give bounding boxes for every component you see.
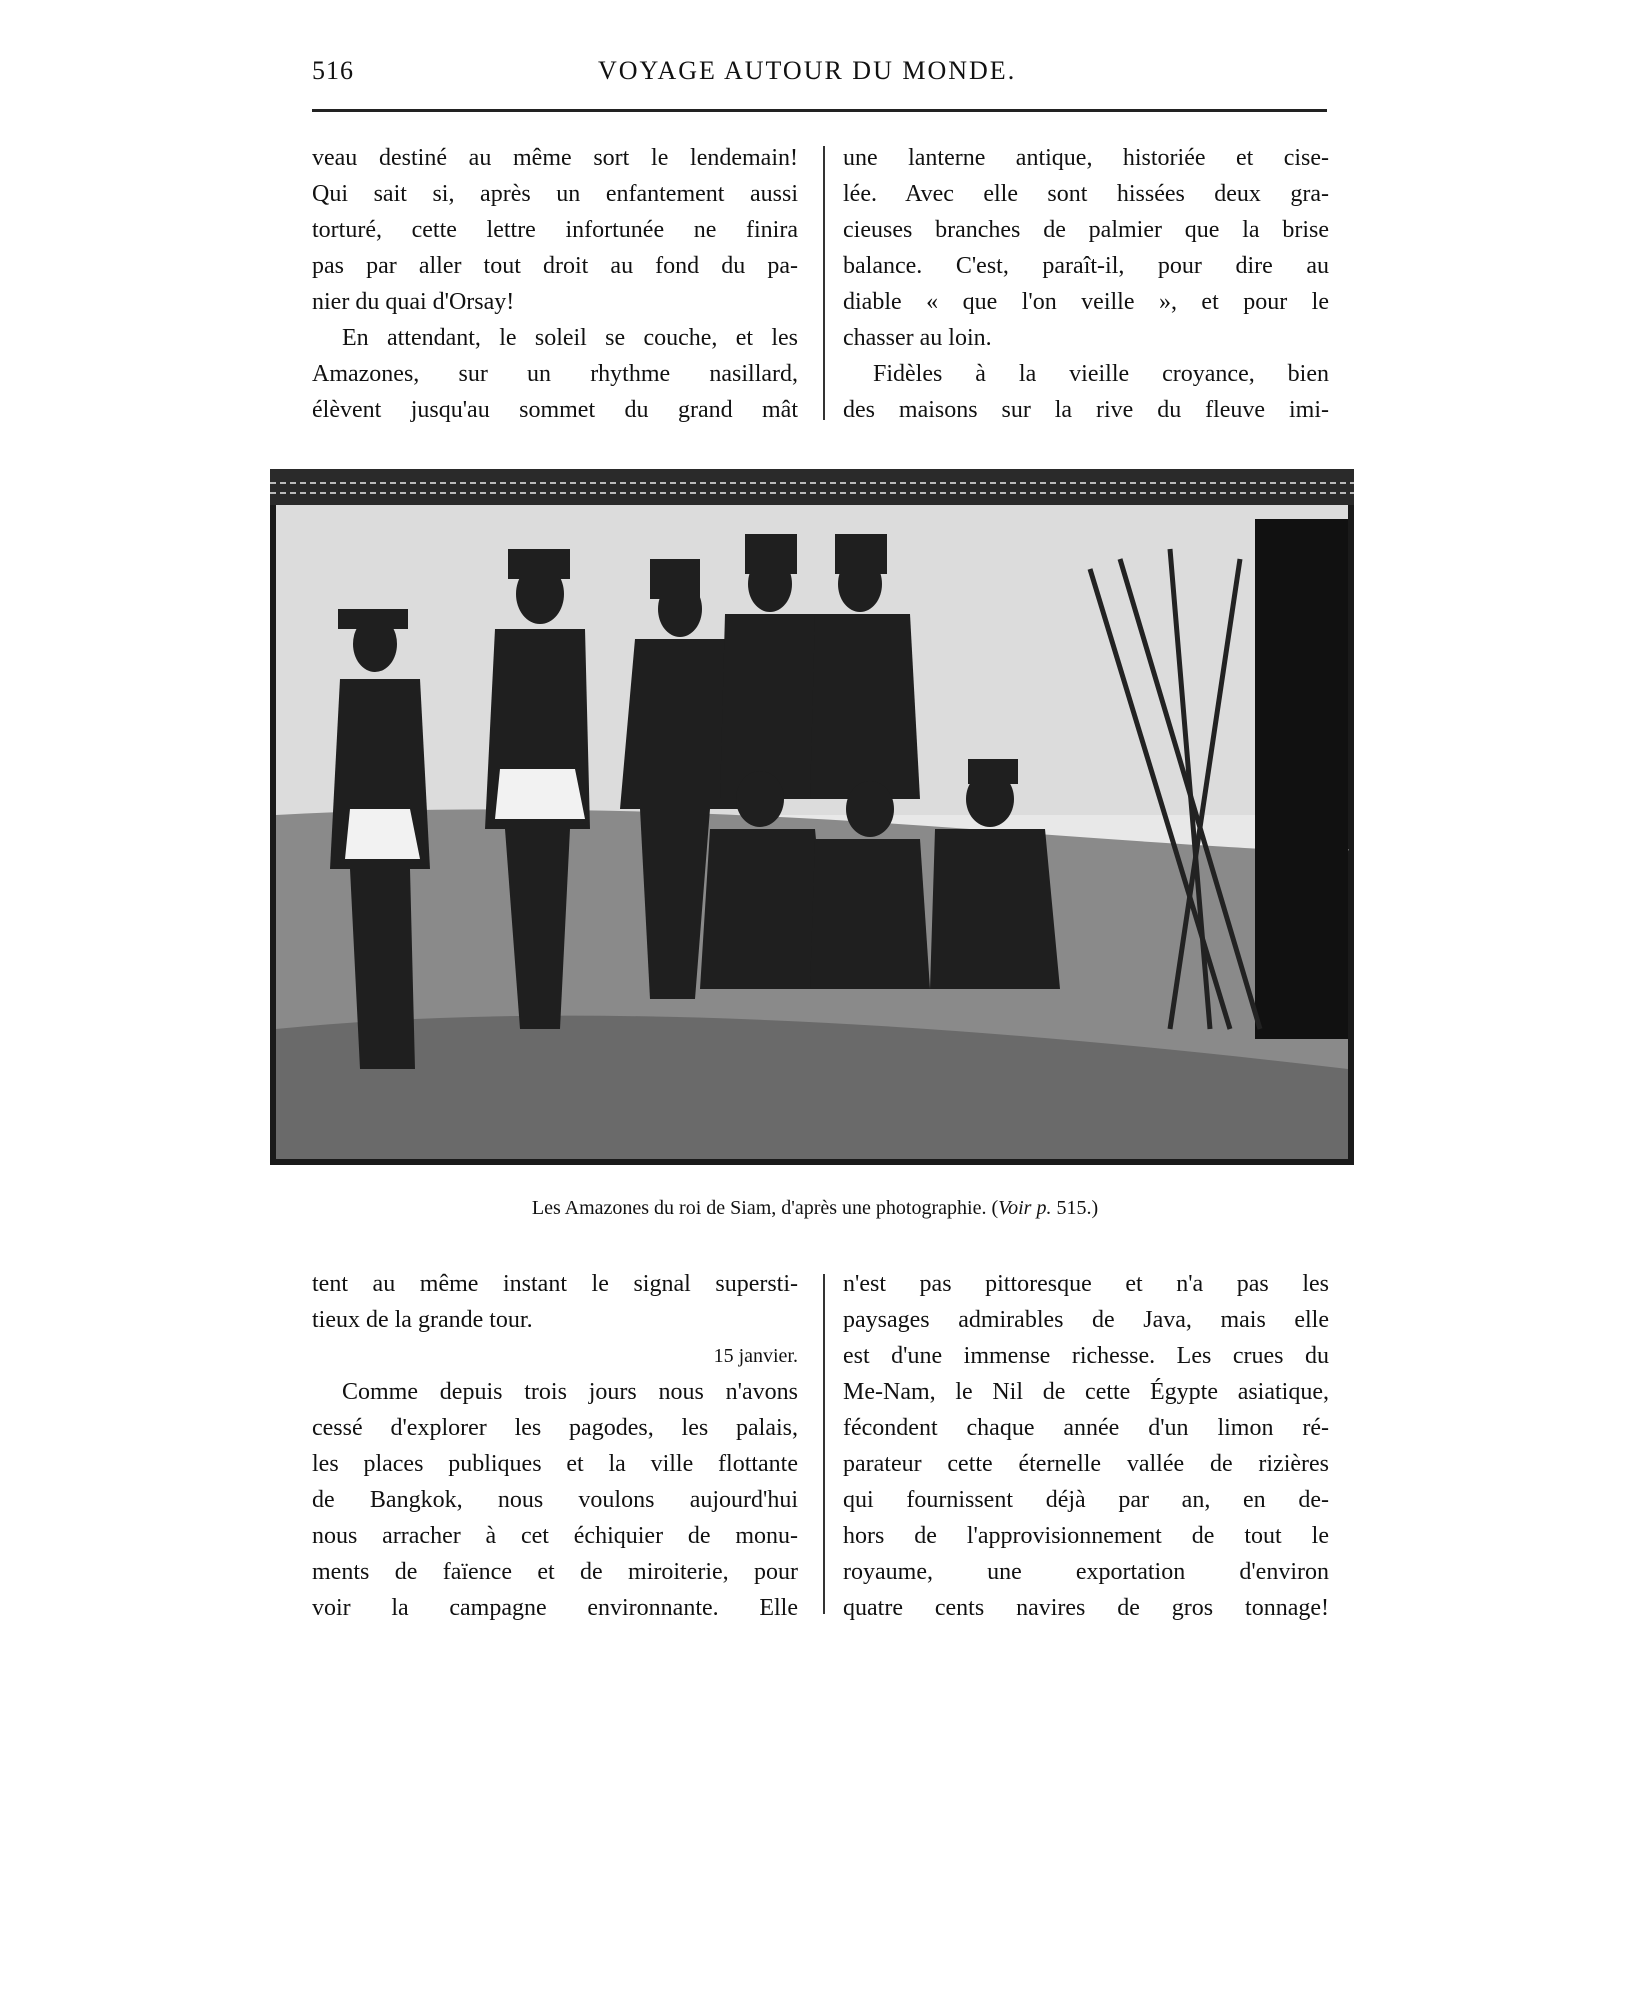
text-line: Fidèles à la vieille croyance, bien [873, 361, 1329, 387]
text-line: lée. Avec elle sont hissées deux gra- [843, 181, 1329, 207]
text-line: parateur cette éternelle vallée de rizières [843, 1451, 1329, 1477]
text-line: voir la campagne environnante. Elle [312, 1595, 798, 1621]
column-separator [823, 1274, 825, 1614]
text-line: tent au même instant le signal supersti- [312, 1271, 798, 1297]
top-right-column [843, 140, 1329, 428]
text-line: balance. C'est, paraît-il, pour dire au [843, 253, 1329, 279]
text-line: veau destiné au même sort le lendemain! [312, 145, 798, 171]
text-line: cieuses branches de palmier que la brise [843, 217, 1329, 243]
text-line: nier du quai d'Orsay! [312, 289, 515, 315]
text-line: pas par aller tout droit au fond du pa- [312, 253, 798, 279]
text-line: des maisons sur la rive du fleuve imi- [843, 397, 1329, 423]
text-line: de Bangkok, nous voulons aujourd'hui [312, 1487, 798, 1513]
top-left-column [312, 140, 798, 428]
bottom-right-column [843, 1266, 1329, 1626]
running-title: VOYAGE AUTOUR DU MONDE. [598, 56, 1017, 85]
page-number: 516 [312, 56, 354, 85]
text-line: hors de l'approvisionnement de tout le [843, 1523, 1329, 1549]
text-line: Comme depuis trois jours nous n'avons [342, 1379, 798, 1405]
text-line: qui fournissent déjà par an, en de- [843, 1487, 1329, 1513]
text-line: quatre cents navires de gros tonnage! [843, 1595, 1329, 1621]
dateline: 15 janvier. [713, 1345, 798, 1367]
text-line: torturé, cette lettre infortunée ne finira [312, 217, 798, 243]
text-line: chasser au loin. [843, 325, 992, 351]
text-line: Qui sait si, après un enfantement aussi [312, 181, 798, 207]
text-line: paysages admirables de Java, mais elle [843, 1307, 1329, 1333]
header-rule [312, 109, 1327, 112]
text-line: royaume, une exportation d'environ [843, 1559, 1329, 1585]
text-line: fécondent chaque année d'un limon ré- [843, 1415, 1329, 1441]
text-line: cessé d'explorer les pagodes, les palais, [312, 1415, 798, 1441]
text-line: tieux de la grande tour. [312, 1307, 533, 1333]
bottom-left-column [312, 1266, 798, 1626]
figure-caption: Les Amazones du roi de Siam, d'après une photographie. (Voir p. 515.) [531, 1197, 1099, 1219]
text-line: les places publiques et la ville flottante [312, 1451, 798, 1477]
text-line: n'est pas pittoresque et n'a pas les [843, 1271, 1329, 1297]
text-line: Me-Nam, le Nil de cette Égypte asiatique, [843, 1379, 1329, 1405]
text-line: Amazones, sur un rhythme nasillard, [312, 361, 798, 387]
engraving-illustration [270, 469, 1354, 1165]
column-separator [823, 146, 825, 420]
text-line: nous arracher à cet échiquier de monu- [312, 1523, 798, 1549]
text-line: ments de faïence et de miroiterie, pour [312, 1559, 798, 1585]
text-line: diable « que l'on veille », et pour le [843, 289, 1329, 315]
text-line: En attendant, le soleil se couche, et les [342, 325, 798, 351]
text-line: est d'une immense richesse. Les crues du [843, 1343, 1329, 1369]
frieze [270, 469, 1354, 505]
text-line: élèvent jusqu'au sommet du grand mât [312, 397, 798, 423]
text-line: une lanterne antique, historiée et cise- [843, 145, 1329, 171]
doorway [1255, 519, 1348, 1039]
